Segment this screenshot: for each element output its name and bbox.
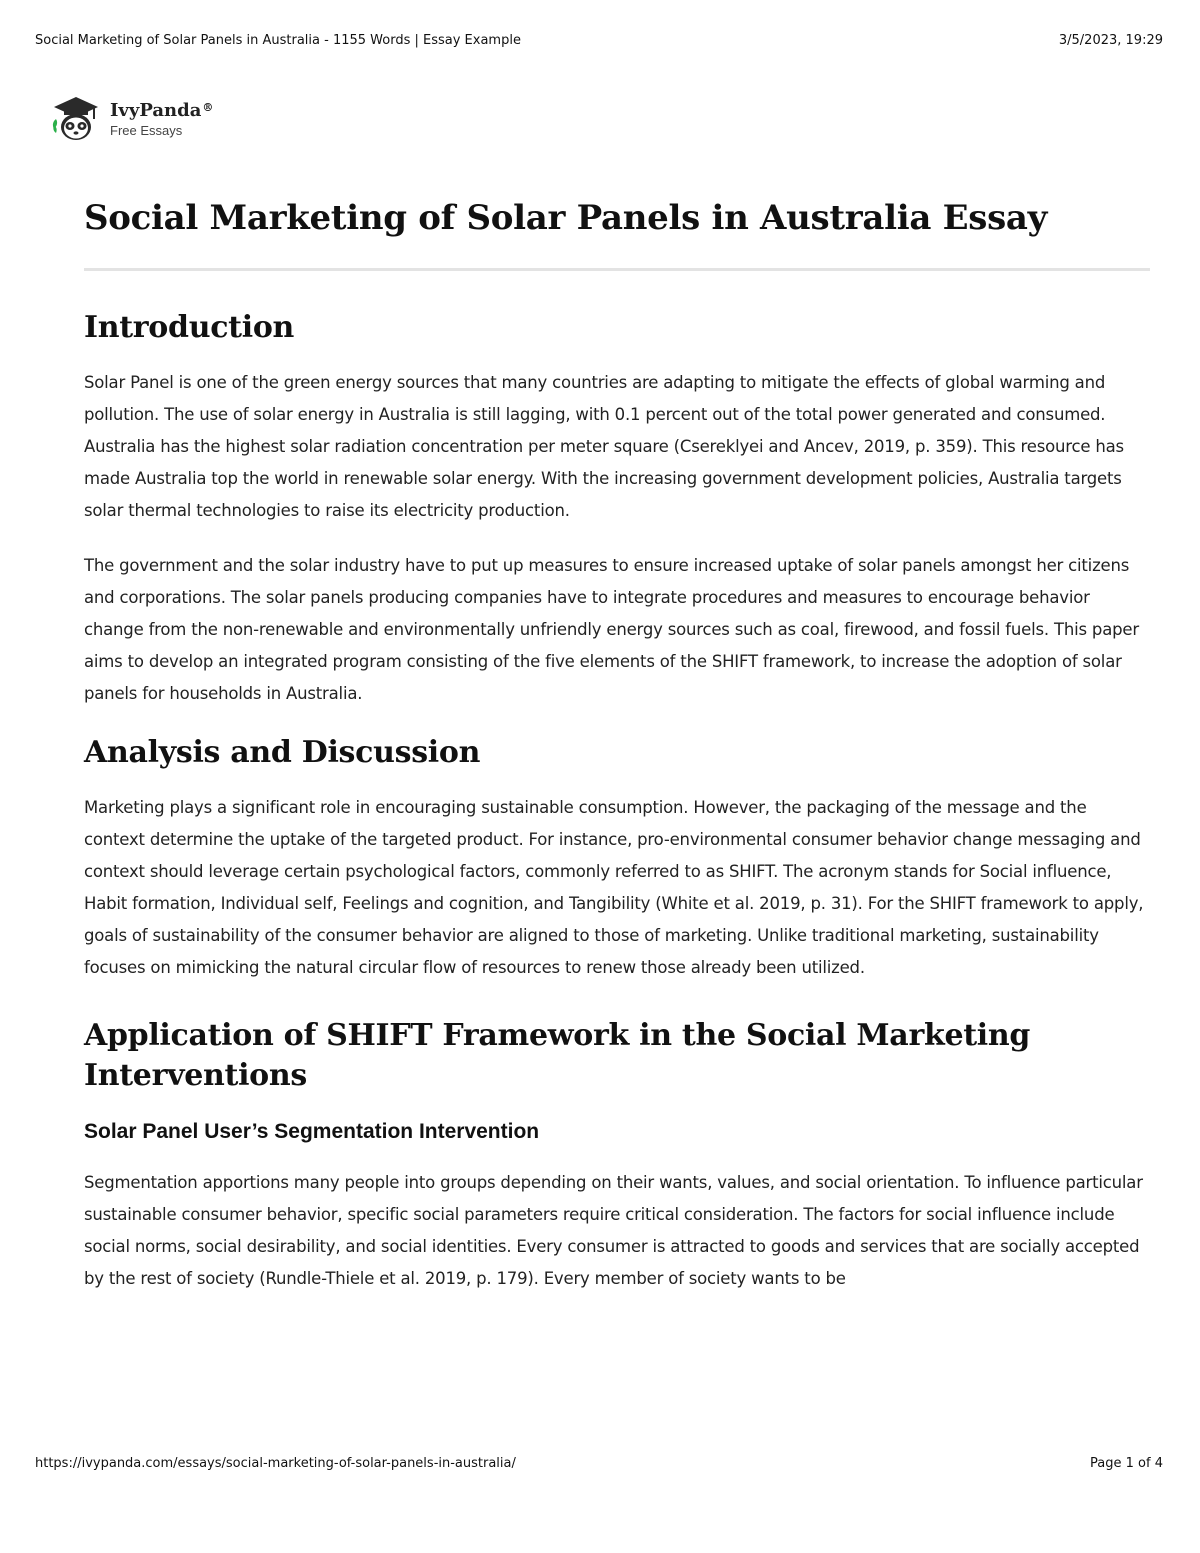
paragraph: Marketing plays a significant role in encouraging sustainable consumption. However, the packaging of the message and the context determine the uptake of the targeted product. For instance, pro-environmental consumer behavior change messaging and context should leverage certain psychological factors, commonly referred to as SHIFT. The acronym stands for Social influence, Habit formation, Individual self, Feelings and cognition, and Tangibility (White et al. 2019, p. 31). For the SHIFT framework to apply, goals of sustainability of the consumer behavior are aligned to those of marketing. Unlike traditional marketing, sustainability focuses on mimicking the natural circular flow of resources to renew those already been utilized. (84, 798, 1144, 977)
print-datetime: 3/5/2023, 19:29 (1058, 33, 1163, 48)
article (84, 195, 1150, 1295)
section-heading-analysis: Analysis and Discussion (84, 735, 481, 770)
page-url[interactable]: https://ivypanda.com/essays/social-marketing-of-solar-panels-in-australia/ (35, 1456, 516, 1471)
print-footer (35, 1456, 1163, 1471)
paragraph: Segmentation apportions many people into groups depending on their wants, values, and social orientation. To influence particular sustainable consumer behavior, specific social parameters require critical consideration. The factors for social influence include social norms, social desirability, and social identities. Every consumer is attracted to goods and services that are socially accepted by the rest of society (Rundle-Thiele et al. 2019, p. 179). Every member of society wants to be (84, 1173, 1143, 1288)
page-number: Page 1 of 4 (1090, 1456, 1163, 1471)
panda-graduate-icon (50, 93, 102, 145)
logo-text (110, 99, 214, 138)
print-header (35, 33, 1163, 48)
section-heading-introduction: Introduction (84, 310, 295, 345)
brand-tagline: Free Essays (110, 122, 183, 138)
paragraph: The government and the solar industry have to put up measures to ensure increased uptake of solar panels amongst her citizens and corporations. The solar panels producing companies have to integrate procedures and measures to encourage behavior change from the non-renewable and environmentally unfriendly energy sources such as coal, firewood, and fossil fuels. This paper aims to develop an integrated program consisting of the five elements of the SHIFT framework, to increase the adoption of solar panels for households in Australia. (84, 556, 1139, 703)
brand-name (110, 99, 214, 121)
registered-mark: ® (202, 100, 214, 114)
site-logo[interactable] (50, 93, 213, 145)
subheading-segmentation: Solar Panel User’s Segmentation Intervention (84, 1120, 540, 1143)
essay-title: Social Marketing of Solar Panels in Australia Essay (84, 198, 1048, 238)
title-divider (84, 268, 1150, 271)
brand-name-text: IvyPanda (110, 99, 202, 121)
section-heading-application: Application of SHIFT Framework in the Social Marketing Interventions (84, 1018, 1031, 1093)
print-page-title: Social Marketing of Solar Panels in Australia - 1155 Words | Essay Example (35, 33, 521, 48)
paragraph: Solar Panel is one of the green energy sources that many countries are adapting to mitigate the effects of global warming and pollution. The use of solar energy in Australia is still lagging, with 0.1 percent out of the total power generated and consumed. Australia has the highest solar radiation concentration per meter square (Csereklyei and Ancev, 2019, p. 359). This resource has made Australia top the world in renewable solar energy. With the increasing government development policies, Australia targets solar thermal technologies to raise its electricity production. (84, 373, 1124, 520)
